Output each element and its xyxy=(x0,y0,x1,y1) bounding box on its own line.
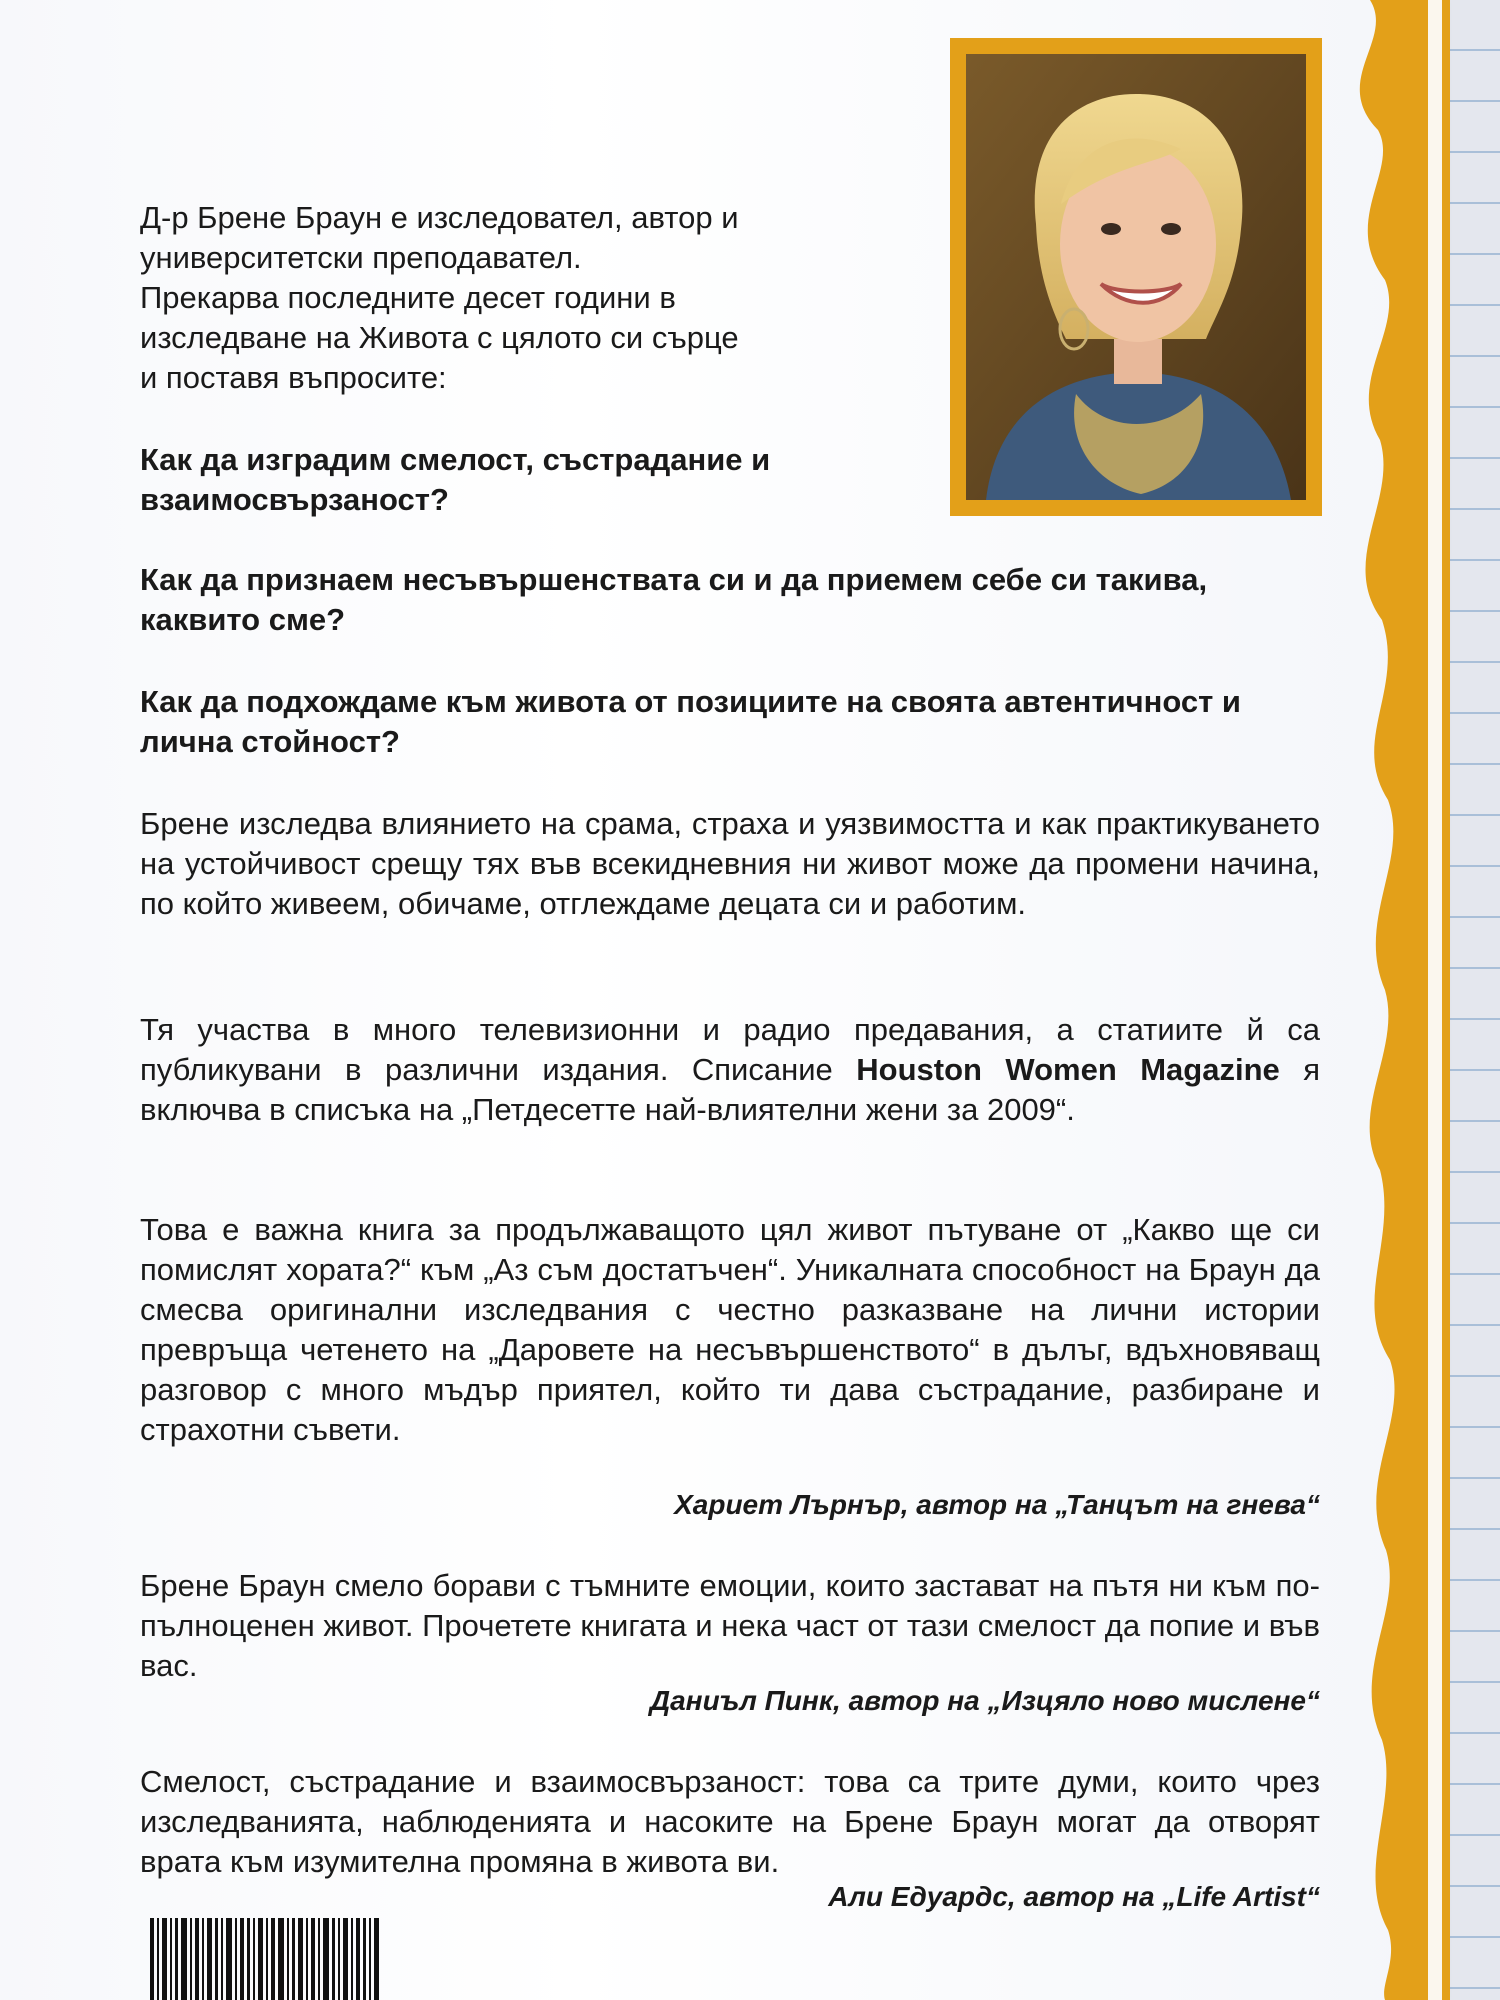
media-text-part2: я включва в списъка на „Петдесетте най-влиятелни жени за 2009“. xyxy=(140,1052,1321,1127)
orange-wavy-border xyxy=(1300,0,1450,2000)
review-3-author: Али Едуардс, автор на „Life Artist“ xyxy=(828,1881,1320,1912)
review-2-author: Даниъл Пинк, автор на „Изцяло ново мислене“ xyxy=(649,1685,1320,1716)
bio-line: Д-р Брене Браун е изследовател, автор и xyxy=(140,200,739,235)
review-3-text: Смелост, състрадание и взаимосвързаност: това са трите думи, които чрез изследванията, наблюденията и насоките на Брене Браун могат да отворят врата към изумителна промяна в живота ви. xyxy=(140,1764,1320,1879)
media-text-part1: Тя участва в много телевизионни и радио предавания, а статиите й са публикувани в различни издания. Списание xyxy=(140,1012,1320,1087)
author-photo xyxy=(966,54,1306,500)
review-2-text: Брене Браун смело борави с тъмните емоции, които застават на пътя ни към по-пълноценен живот. Прочетете книгата и нека част от тази смелост да попие и във вас. xyxy=(140,1568,1320,1683)
magazine-name: Houston Women Magazine xyxy=(856,1052,1280,1087)
bio-line: университетски преподавател. xyxy=(140,240,582,275)
barcode xyxy=(150,1918,380,2000)
research-paragraph: Брене изследва влиянието на срама, страха и уязвимостта и как практикуването на устойчивост срещу тях във всекидневния ни живот може да промени начина, по който живеем, обичаме, отглеждаме децата си и работим. xyxy=(140,806,1320,921)
question-1: Как да изградим смелост, състрадание и взаимосвързаност? xyxy=(140,442,771,517)
review-1-author: Хариет Лърнър, автор на „Танцът на гнева“ xyxy=(674,1489,1320,1520)
author-bio xyxy=(140,198,910,398)
media-paragraph xyxy=(140,1010,1320,1130)
bio-line: Прекарва последните десет години в xyxy=(140,280,676,315)
bio-line: изследване на Живота с цялото си сърце xyxy=(140,320,739,355)
author-photo-frame xyxy=(950,38,1322,516)
question-3: Как да подхождаме към живота от позициите на своята автентичност и лична стойност? xyxy=(140,684,1241,759)
bio-line: и поставя въпросите: xyxy=(140,360,447,395)
question-2: Как да признаем несъвършенствата си и да приемем себе си такива, каквито сме? xyxy=(140,562,1208,637)
review-1-text: Това е важна книга за продължаващото цял живот пътуване от „Какво ще си помислят хората?“ към „Аз съм достатъчен“. Уникалната способност на Браун да смесва оригинални изследвания с честно разказване на лични истории превръща четенето на „Даровете на несъвършенството“ в дълъг, вдъхновяващ разговор с много мъдър приятел, който ти дава състрадание, разбиране и страхотни съвети. xyxy=(140,1212,1320,1447)
